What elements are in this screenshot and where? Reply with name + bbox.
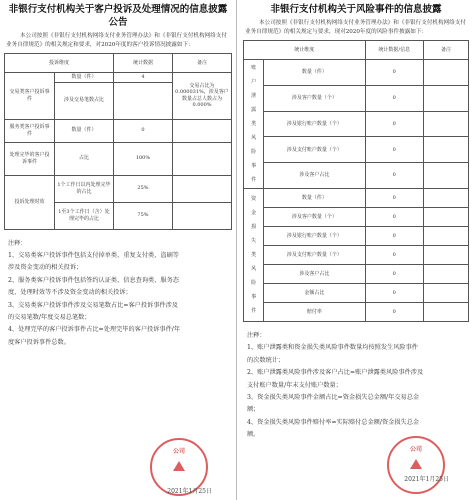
note-line: 3、资金损失类风险事件金额占比=资金损失总金额/年交易总金 [247,394,420,402]
row-dim: 涉及客户数量（个） [264,208,365,227]
row-note [424,227,469,246]
risk-disclosure-document [237,0,473,500]
row-dim: 数量（件） [54,119,113,142]
note-line: 4、处理完毕的客户投诉事件占比=处理完毕的客户投诉事件/年 [8,326,181,334]
row-note [172,142,231,175]
note-line: 1、交易类客户投诉事件包括支付掉单类、重复支付类、盗刷等 [8,251,179,259]
complaint-disclosure-document [0,0,236,500]
row-dim: 涉及客户数量（个） [264,85,365,111]
row-value: 0 [365,163,424,189]
category-transaction: 交易类客户投诉事件 [5,73,55,120]
complaint-title-line2: 公告 [108,17,128,28]
row-value: 0 [365,265,424,284]
row-note [424,60,469,86]
row-note [172,119,231,142]
row-note [424,189,469,208]
risk-intro: 本公司按照《非银行支付机构网络支付业务管理办法》和《非银行支付机构网络支付业务自律规范》的相关规定与要求，现对2020年度的风险事件披露如下： [245,20,466,35]
header-stat: 统计数据/信息 [365,41,424,60]
note-line: 3、交易类客户投诉事件涉及交易笔数占比=客户投诉事件涉及 [8,301,178,309]
row-dim: 数量（件） [54,73,113,83]
row-value: 0 [365,284,424,303]
seal-text: 公司 [172,448,185,455]
row-note [424,137,469,163]
complaint-notes [8,238,228,350]
note-line: 度、处理时效等不涉及资金变动的相关投诉； [8,289,132,297]
row-dim: 涉及银行账户数量（个） [264,111,365,137]
complaint-date: 2021年1月25日 [167,488,212,495]
note-line: 支付账户数量/年末支付账户数量； [247,381,342,389]
row-dim: 1个工作日以内处理完毕的占比 [54,175,113,202]
row-value: 0 [365,227,424,246]
note-line: 1、账户泄露类和资金损失类风险事件数量均按照发生风险事件 [247,344,418,352]
row-dim: 涉及客户占比 [264,265,365,284]
note-line: 额。 [247,431,260,439]
row-value: 0 [365,246,424,265]
row-dim: 金额占比 [264,284,365,303]
row-note [424,85,469,111]
row-value: 0 [365,303,424,322]
row-value: 0 [365,137,424,163]
row-value: 100% [113,142,172,175]
row-dim: 1至3个工作日（含）处理完毕的占比 [54,202,113,229]
note-line: 的次数统计； [247,356,285,364]
row-value: 0 [365,189,424,208]
header-dimension: 统计维度 [244,41,366,60]
row-note [424,265,469,284]
header-stat: 统计数据 [113,54,172,73]
row-value: 4 [113,73,172,83]
note-line: 2、服务类客户投诉事件包括签约认证类、信息查询类、服务态 [8,276,179,284]
risk-title: 非银行支付机构关于风险事件的信息披露 [270,4,442,15]
row-note: 交易占比为0.000031%，涉及客户数量占总人数占为0.000% [172,73,231,120]
row-note [172,202,231,229]
header-note: 备注 [172,54,231,73]
category-service: 服务类客户投诉事件 [5,119,55,142]
seal-text: 公司 [409,446,422,453]
row-value: 0 [365,85,424,111]
complaint-intro: 本公司按照《非银行支付机构网络支付业务管理办法》和《非银行支付机构网络支付业务自律规范》的相关规定和要求，对2020年度的客户投诉情况披露如下： [6,33,227,48]
note-line: 额； [247,406,260,414]
notes-label: 注释： [8,239,27,247]
row-value [113,82,172,119]
row-dim: 涉及银行账户数量（个） [264,227,365,246]
row-note [424,111,469,137]
header-note: 备注 [424,41,469,60]
risk-notes [247,330,465,442]
complaint-table [4,53,232,230]
complaint-title-line1: 非银行支付机构关于客户投诉及处理情况的信息披露 [8,4,228,15]
notes-label: 注释： [247,332,266,339]
row-value: 0 [365,60,424,86]
risk-table [243,40,469,322]
row-dim: 占比 [54,142,113,175]
group-account-leak: 账 户 泄 露 类 风 险 事 件 [244,60,264,189]
row-value: 0 [365,208,424,227]
row-note [172,175,231,202]
row-dim: 数量（件） [264,60,365,86]
note-line: 的交易笔数/年度交易总笔数； [8,313,91,321]
row-value: 75% [113,202,172,229]
row-dim: 数量（件） [264,189,365,208]
row-note [424,208,469,227]
note-line: 度客户投诉事件总数。 [8,338,70,346]
row-dim: 涉及客户占比 [264,163,365,189]
company-seal [387,436,445,494]
row-note [424,246,469,265]
row-note [424,303,469,322]
row-value: 0 [113,119,172,142]
row-note [424,284,469,303]
row-value: 0 [365,111,424,137]
row-dim: 涉及支付账户数量（个） [264,246,365,265]
note-line: 4、资金损失类风险事件赔付率=实际赔付总金额/资金损失总金 [247,418,420,426]
header-dimension: 投诉维度 [5,54,114,73]
row-note [424,163,469,189]
row-dim: 涉及交易笔数占比 [54,82,113,119]
note-line: 涉及资金变动的相关投诉； [8,264,83,272]
row-value: 25% [113,175,172,202]
category-timeliness: 投诉处理时效 [5,175,55,229]
risk-date: 2021年1月25日 [404,476,449,483]
note-line: 2、账户泄露类风险事件涉及客户占比=账户泄露类风险事件涉及 [247,369,424,377]
row-dim: 赔付率 [264,303,365,322]
category-processed: 处理完毕的客户投诉事件 [5,142,55,175]
group-fund-loss: 资 金 损 失 类 风 险 事 件 [244,189,264,322]
complaint-title [4,3,232,29]
row-dim: 涉及支付账户数量（个） [264,137,365,163]
